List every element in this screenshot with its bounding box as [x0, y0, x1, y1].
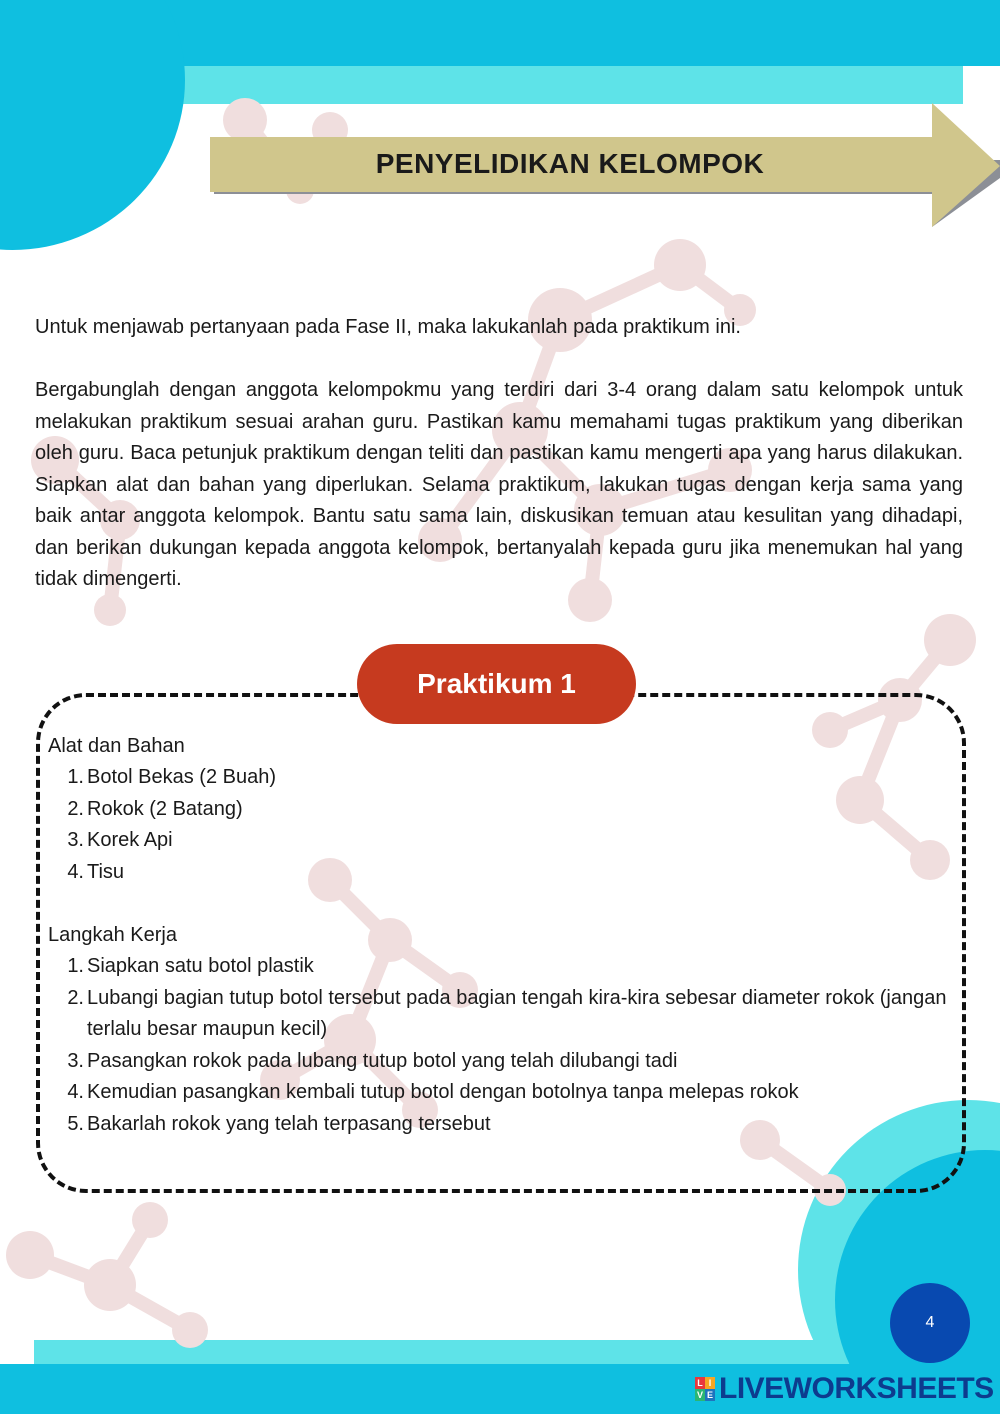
steps-heading: Langkah Kerja	[48, 924, 177, 946]
list-text: Lubangi bagian tutup botol tersebut pada bagian tengah kira-kira sebesar diameter rokok (jangan terlalu besar maupun kecil)	[87, 986, 947, 1040]
logo-letter: V	[696, 1390, 703, 1400]
list-number: 1.	[67, 955, 84, 977]
brand-text: LIVEWORKSHEETS	[719, 1372, 994, 1405]
list-number: 4.	[67, 860, 84, 883]
list-item	[48, 794, 968, 826]
logo-letter: E	[706, 1390, 713, 1400]
list-text: Rokok (2 Batang)	[87, 797, 243, 820]
materials-heading: Alat dan Bahan	[48, 735, 185, 757]
logo-letter: L	[695, 1377, 705, 1389]
list-item	[48, 1077, 968, 1109]
list-item	[48, 762, 968, 794]
intro-text: Untuk menjawab pertanyaan pada Fase II, maka lakukanlah pada praktikum ini.	[35, 316, 741, 338]
list-text: Tisu	[87, 860, 125, 883]
list-number: 3.	[67, 1049, 84, 1072]
list-text: Kemudian pasangkan kembali tutup botol dengan botolnya tanpa melepas rokok	[87, 1081, 799, 1103]
list-item	[48, 825, 968, 857]
list-text: Bakarlah rokok yang telah terpasang tersebut	[87, 1112, 491, 1135]
list-number: 1.	[67, 766, 84, 788]
list-text: Botol Bekas (2 Buah)	[87, 766, 276, 788]
list-text: Korek Api	[87, 829, 173, 851]
list-number: 2.	[67, 986, 84, 1009]
list-number: 3.	[67, 829, 84, 851]
list-item	[48, 983, 968, 1046]
liveworksheets-logo-icon	[695, 1377, 715, 1401]
page-title: PENYELIDIKAN KELOMPOK	[375, 148, 765, 179]
list-item	[48, 951, 968, 983]
list-text: Pasangkan rokok pada lubang tutup botol yang telah dilubangi tadi	[87, 1049, 678, 1072]
liveworksheets-brand[interactable]	[695, 1372, 994, 1406]
instruction-paragraph: Bergabunglah dengan anggota kelompokmu yang terdiri dari 3-4 orang dalam satu kelompok untuk melakukan praktikum sesuai arahan guru. Pastikan kamu memahami tugas praktikum yang diberikan oleh guru. Baca petunjuk praktikum dengan teliti dan pastikan kamu mengerti apa yang harus dilakukan. Siapkan alat dan bahan yang diperlukan. Selama praktikum, lakukan tugas dengan kerja sama yang baik antar anggota kelompok. Bantu satu sama lain, diskusikan temuan atau kesulitan yang dihadapi, dan berikan dukungan kepada anggota kelompok, bertanyalah kepada guru jika menemukan hal yang tidak dimengerti.	[35, 379, 963, 590]
list-number: 5.	[67, 1112, 84, 1135]
list-item	[48, 1109, 968, 1141]
list-item	[48, 1046, 968, 1078]
list-item	[48, 857, 968, 889]
praktikum-title: Praktikum 1	[357, 644, 636, 724]
logo-letter: I	[705, 1377, 715, 1389]
list-number: 2.	[67, 797, 84, 820]
steps-list	[48, 951, 968, 1140]
page-number-badge: 4	[890, 1283, 970, 1363]
list-number: 4.	[67, 1081, 84, 1103]
materials-list	[48, 762, 968, 888]
list-text: Siapkan satu botol plastik	[87, 955, 314, 977]
